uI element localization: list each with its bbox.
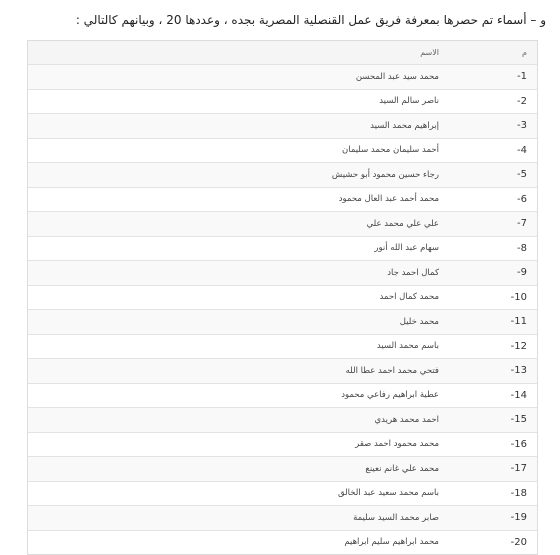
row-number: 6- xyxy=(449,187,537,212)
row-number: 16- xyxy=(449,432,537,457)
header-name: الاسم xyxy=(28,41,449,65)
row-number: 8- xyxy=(449,236,537,261)
table-row xyxy=(28,236,537,261)
row-number: 7- xyxy=(449,212,537,237)
table-row xyxy=(28,383,537,408)
table-row xyxy=(28,187,537,212)
table-row xyxy=(28,65,537,90)
row-name: صابر محمد السيد سليمة xyxy=(28,506,449,531)
table-row xyxy=(28,114,537,139)
table-row xyxy=(28,138,537,163)
names-table xyxy=(28,41,537,554)
row-number: 19- xyxy=(449,506,537,531)
row-name: علي علي محمد علي xyxy=(28,212,449,237)
table-row xyxy=(28,163,537,188)
row-name: باسم محمد السيد xyxy=(28,334,449,359)
row-number: 12- xyxy=(449,334,537,359)
row-name: إبراهيم محمد السيد xyxy=(28,114,449,139)
row-name: محمد كمال احمد xyxy=(28,285,449,310)
row-name: محمد ابراهيم سليم ابراهيم xyxy=(28,530,449,554)
row-name: محمد محمود احمد صقر xyxy=(28,432,449,457)
row-number: 17- xyxy=(449,457,537,482)
names-table-container xyxy=(27,40,538,555)
table-row xyxy=(28,481,537,506)
row-number: 15- xyxy=(449,408,537,433)
row-number: 2- xyxy=(449,89,537,114)
row-name: رجاء حسين محمود أبو حشيش xyxy=(28,163,449,188)
row-name: محمد أحمد عبد العال محمود xyxy=(28,187,449,212)
row-number: 20- xyxy=(449,530,537,554)
table-row xyxy=(28,506,537,531)
row-number: 13- xyxy=(449,359,537,384)
row-number: 4- xyxy=(449,138,537,163)
table-row xyxy=(28,261,537,286)
row-number: 18- xyxy=(449,481,537,506)
row-number: 9- xyxy=(449,261,537,286)
table-row xyxy=(28,432,537,457)
table-row xyxy=(28,359,537,384)
table-row xyxy=(28,334,537,359)
row-name: احمد محمد هريدي xyxy=(28,408,449,433)
row-name: ناصر سالم السيد xyxy=(28,89,449,114)
row-number: 5- xyxy=(449,163,537,188)
table-row xyxy=(28,212,537,237)
row-number: 3- xyxy=(449,114,537,139)
table-row xyxy=(28,89,537,114)
table-row xyxy=(28,310,537,335)
header-number: م xyxy=(449,41,537,65)
row-number: 10- xyxy=(449,285,537,310)
row-name: محمد خليل xyxy=(28,310,449,335)
intro-paragraph: و – أسماء تم حصرها بمعرفة فريق عمل القنصلية المصرية بجده ، وعددها 20 ، وبيانهم كالتالي : xyxy=(75,13,546,27)
row-name: محمد سيد عبد المحسن xyxy=(28,65,449,90)
row-name: فتحي محمد احمد عطا الله xyxy=(28,359,449,384)
row-number: 1- xyxy=(449,65,537,90)
row-name: أحمد سليمان محمد سليمان xyxy=(28,138,449,163)
row-number: 11- xyxy=(449,310,537,335)
table-row xyxy=(28,408,537,433)
table-row xyxy=(28,457,537,482)
table-row xyxy=(28,285,537,310)
row-name: عطية ابراهيم رفاعي محمود xyxy=(28,383,449,408)
table-body xyxy=(28,65,537,555)
table-header-row xyxy=(28,41,537,65)
row-number: 14- xyxy=(449,383,537,408)
row-name: باسم محمد سعيد عبد الخالق xyxy=(28,481,449,506)
table-row xyxy=(28,530,537,554)
row-name: محمد علي غانم نعينع xyxy=(28,457,449,482)
row-name: سهام عبد الله أنور xyxy=(28,236,449,261)
row-name: كمال احمد جاد xyxy=(28,261,449,286)
